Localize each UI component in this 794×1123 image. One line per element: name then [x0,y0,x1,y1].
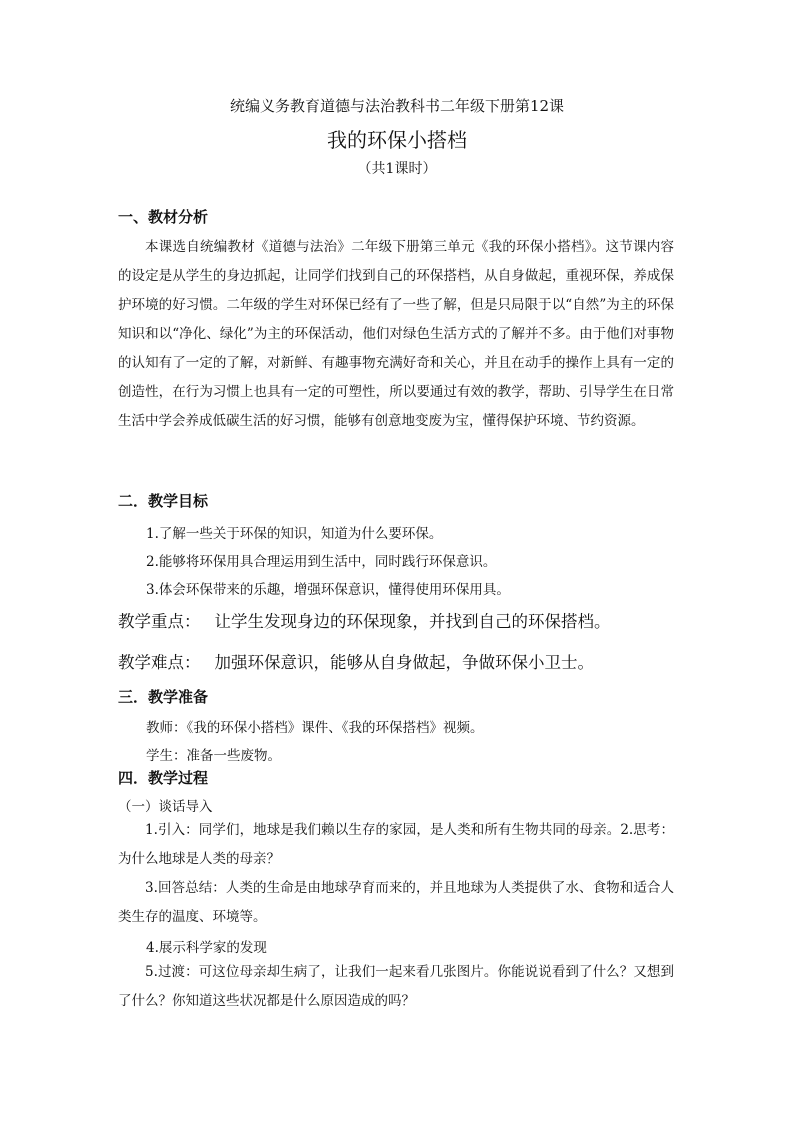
goal-item-3: 3.体会环保带来的乐趣，增强环保意识，懂得使用环保用具。 [146,582,510,598]
process-step-4: 4.展示科学家的发现 [146,940,267,956]
difficulty-label: 教学难点： [118,653,201,672]
analysis-paragraph: 本课选自统编教材《道德与法治》二年级下册第三单元《我的环保小搭档》。这节课内容的设定是从学生的身边抓起，让同学们找到自己的环保搭档，从自身做起，重视环保，养成保护环境的好习惯。二年级的学生对环保已经有了一些了解，但是只局限于以“自然”为主的环保知识和以“净化、绿化”为主的环保活动，他们对绿色生活方式的了解并不多。由于他们对事物的认知有了一定的了解，对新鲜、有趣事物充满好奇和关心，并且在动手的操作上具有一定的创造性，在行为习惯上也具有一定的可塑性，所以要通过有效的教学，帮助、引导学生在日常生活中学会养成低碳生活的好习惯，能够有创意地变废为宝，懂得保护环境、节约资源。 [118,239,674,429]
textbook-series-line: 统编义务教育道德与法治教科书二年级下册第12课 [229,97,565,115]
prep-student: 学生：准备一些废物。 [146,748,281,764]
process-step-3: 3.回答总结：人类的生命是由地球孕育而来的，并且地球为人类提供了水、食物和适合人类生存的温度、环境等。 [118,880,674,925]
teaching-key-point [118,608,611,632]
key-point-label: 教学重点： [118,612,201,631]
key-point-text: 让学生发现身边的环保现象，并找到自己的环保搭档。 [214,612,611,631]
goal-item-2: 2.能够将环保用具合理运用到生活中，同时践行环保意识。 [146,554,497,570]
teaching-difficulty [118,649,594,673]
difficulty-text: 加强环保意识，能够从自身做起，争做环保小卫士。 [214,653,594,672]
lesson-title: 我的环保小搭档 [327,128,467,152]
process-step-5: 5.过渡：可这位母亲却生病了，让我们一起来看几张图片。你能说说看到了什么？又想到了什么？你知道这些状况都是什么原因造成的吗？ [118,964,674,1009]
section-heading-analysis: 一、教材分析 [118,208,209,226]
section-heading-process: 四．教学过程 [118,769,209,787]
lesson-period: （共1课时） [357,161,437,177]
goal-item-1: 1.了解一些关于环保的知识，知道为什么要环保。 [146,526,443,542]
section-heading-preparation: 三．教学准备 [118,688,209,706]
section-heading-goals: 二．教学目标 [118,492,209,510]
process-part-1-title: （一）谈话导入 [118,799,213,815]
process-step-1-2: 1.引入：同学们，地球是我们赖以生存的家园，是人类和所有生物共同的母亲。2.思考：为什么地球是人类的母亲？ [118,822,674,867]
prep-teacher: 教师：《我的环保小搭档》课件、《我的环保搭档》视频。 [146,720,484,736]
